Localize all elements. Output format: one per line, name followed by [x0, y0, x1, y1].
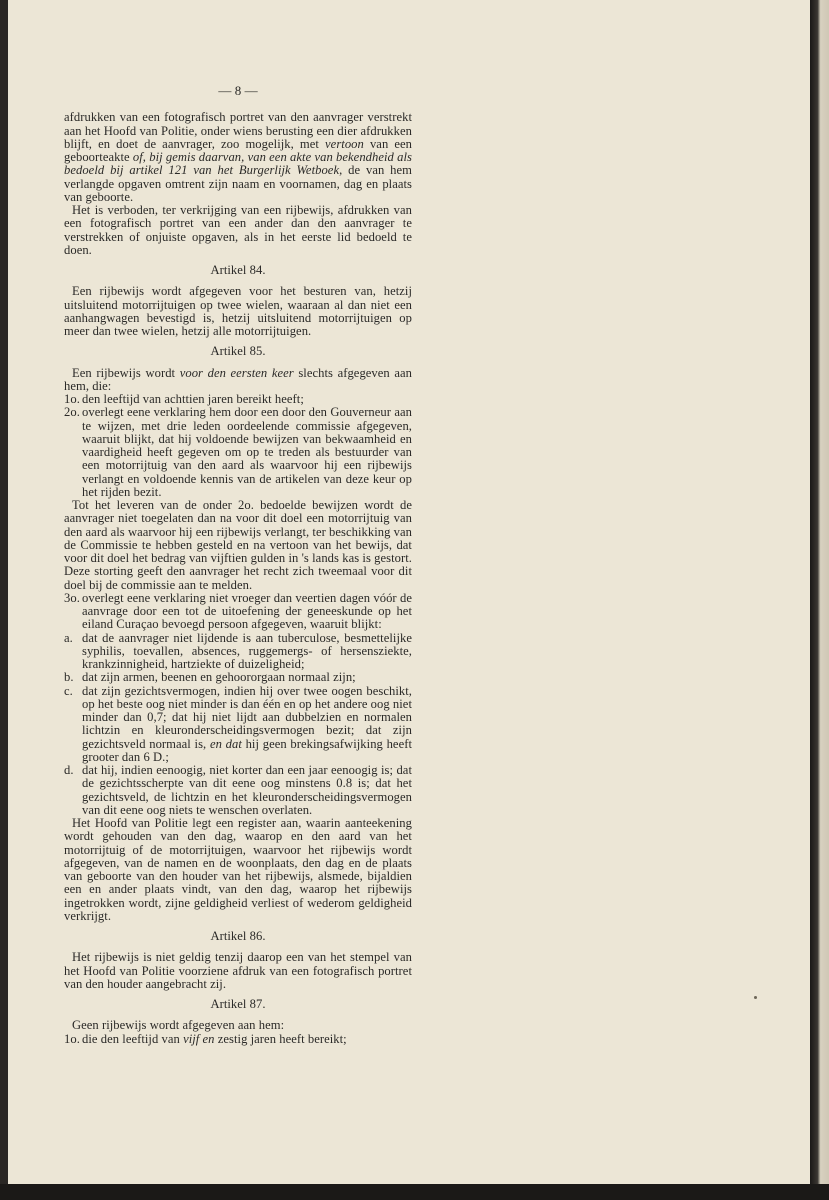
- paragraph: [64, 951, 412, 991]
- list-item: [64, 406, 412, 499]
- list-item-text: [82, 393, 412, 406]
- italic-text: voor den eersten keer: [179, 365, 294, 380]
- text-run: , de van hem verlangde opgaven omtrent zijn naam en voornamen, dag en plaats van geboorte.: [64, 163, 412, 204]
- article-heading: Artikel 87.: [210, 997, 266, 1011]
- paragraph: [64, 1019, 412, 1032]
- text-run: dat zijn gezichtsvermogen, indien hij over twee oogen beschikt, op het beste oog niet minder is dan één en op het andere oog niet minder dan 0,7; dat hij niet lijdt aan dubbelzien en normalen lichtzin en kleuronderscheidingsvermogen bezit; dat zijn gezichtsveld normaal is,: [82, 683, 412, 751]
- text-run: overlegt eene verklaring hem door een door den Gouverneur aan te wijzen, met drie leden oordeelende commissie afgegeven, waaruit blijkt, dat hij voldoende bewijzen van bekwaamheid en vaardigheid heeft gegeven om op te treden als bestuurder van een motorrijtuig van den aard als waarvoor hij een rijbewijs verlangt en voldoende kennis van de artikelen van deze keur op het rijden bezit.: [82, 405, 412, 499]
- page-number: — 8 —: [218, 83, 258, 98]
- article-heading: Artikel 86.: [210, 929, 266, 943]
- list-item: [64, 671, 412, 684]
- paragraph: [64, 367, 412, 394]
- document-page: [8, 0, 810, 1184]
- text-run: Het is verboden, ter verkrijging van een rijbewijs, afdrukken van een fotografisch portret van een ander dan den aanvrager te verstrekken of onjuiste opgaven, als in het eerste lid bedoeld te doen.: [64, 203, 412, 257]
- list-item: [64, 1033, 412, 1046]
- list-item-text: [82, 406, 412, 499]
- list-item-text: [82, 592, 412, 632]
- text-run: Het rijbewijs is niet geldig tenzij daarop een van het stempel van het Hoofd van Politie voorziene afdruk van een fotografisch portret van den houder aangebracht zij.: [64, 950, 412, 991]
- paragraph: [64, 285, 412, 338]
- text-run: afdrukken van een fotografisch portret van den aanvrager verstrekt aan het Hoofd van Politie, onder wiens berusting een dier afdrukken blijft, en doet de aanvrager, zoo mogelijk, met: [64, 110, 412, 151]
- list-item-label: a.: [64, 630, 73, 645]
- text-run: Een rijbewijs wordt afgegeven voor het besturen van, hetzij uitsluitend motorrijtuigen op twee wielen, waaraan al dan niet een aanhangwagen bevestigd is, hetzij uitsluitend motorrijtuigen op meer dan twee wielen, hetzij alle motorrijtuigen.: [64, 284, 412, 338]
- page-content: [64, 84, 412, 1046]
- list-item-label: c.: [64, 683, 73, 698]
- list-item: [64, 685, 412, 765]
- text-run: Tot het leveren van de onder 2o. bedoelde bewijzen wordt de aanvrager niet toegelaten dan na voor dit doel een motorrijtuig van den aard als waarvoor hij een rijbewijs verlangt, ter beschikking van de Commissie te hebben gesteld en na vertoon van het bewijs, dat voor dit doel het bedrag van vijftien gulden in 's lands kas is gestort. Deze storting geeft den aanvrager het recht zich tweemaal voor dit doel bij de commissie aan te melden.: [64, 498, 412, 592]
- page-bottom-edge: [0, 1184, 829, 1200]
- list-item-label: d.: [64, 763, 74, 777]
- text-run: den leeftijd van achttien jaren bereikt heeft;: [82, 392, 304, 406]
- list-item-label: 1o.: [64, 392, 80, 406]
- text-run: Een rijbewijs wordt: [72, 365, 180, 380]
- paper-speck: [754, 996, 757, 999]
- list-item: [64, 632, 412, 672]
- list-item-text: [82, 764, 412, 817]
- text-run: dat zijn armen, beenen en gehoororgaan normaal zijn;: [82, 670, 356, 685]
- text-run: van een geboorteakte: [64, 136, 413, 164]
- italic-text: en dat: [209, 736, 242, 751]
- text-run: slechts afgegeven aan hem, die:: [64, 365, 412, 393]
- text-run: dat de aanvrager niet lijdende is aan tuberculose, besmettelijke syphilis, toevallen, absences, ruggemergs- of hersensziekte, krankzinnigheid, hartziekte of duizeligheid;: [82, 630, 412, 671]
- italic-text: vijf en: [183, 1031, 215, 1046]
- list-item-label: b.: [64, 670, 74, 685]
- paragraph: [64, 204, 412, 257]
- paragraph: [64, 111, 412, 204]
- article-heading: Artikel 85.: [210, 344, 266, 359]
- list-item: [64, 764, 412, 817]
- book-spine-edge: [810, 0, 829, 1200]
- text-run: overlegt eene verklaring niet vroeger dan veertien dagen vóór de aanvrage door een tot de uitoefening der geneeskunde op het eiland Curaçao bevoegd persoon afgegeven, waaruit blijkt:: [82, 590, 412, 632]
- text-run: hij geen brekingsafwijking heeft grooter dan 6 D.;: [82, 736, 412, 764]
- list-item: [64, 592, 412, 632]
- paragraph: [64, 499, 412, 592]
- text-run: zestig jaren heeft bereikt;: [214, 1031, 347, 1046]
- list-item-label: 1o.: [64, 1031, 80, 1046]
- list-item-label: 2o.: [64, 405, 80, 420]
- text-run: Het Hoofd van Politie legt een register aan, waarin aanteekening wordt gehouden van den dag, waarop en den aard van het motorrijtuig of de motorrijtuigen, waarvoor het rijbewijs wordt afgegeven, van de namen en de woonplaats, den dag en de plaats van geboorte van den houder van het rijbewijs, alsmede, bijaldien een en ander plaats vindt, van den dag, waarop het rijbewijs ingetrokken wordt, zijne geldigheid verliest of wederom geldigheid verkrijgt.: [64, 816, 412, 923]
- text-body: [64, 111, 412, 1046]
- article-heading: Artikel 84.: [210, 263, 266, 277]
- italic-text: vertoon: [325, 136, 364, 151]
- list-item-text: [82, 632, 412, 672]
- text-run: die den leeftijd van: [82, 1031, 184, 1046]
- text-run: dat hij, indien eenoogig, niet korter dan een jaar eenoogig is; dat de gezichtsscherpte van dit eene oog minstens 0.8 is; dat het gezichtsveld, de lichtzin en het kleuronderscheidingsvermogen van dit eene oog niets te wenschen overlaten.: [82, 763, 412, 817]
- paragraph: [64, 817, 412, 923]
- list-item-label: 3o.: [64, 590, 80, 605]
- list-item-text: [82, 1033, 412, 1046]
- italic-text: of, bij gemis daarvan, van een akte van bekendheid als bedoeld bij artikel 121 van het Burgerlijk Wetboek: [64, 150, 412, 178]
- list-item: [64, 393, 412, 406]
- text-run: Geen rijbewijs wordt afgegeven aan hem:: [72, 1018, 285, 1033]
- list-item-text: [82, 685, 412, 765]
- list-item-text: [82, 671, 412, 684]
